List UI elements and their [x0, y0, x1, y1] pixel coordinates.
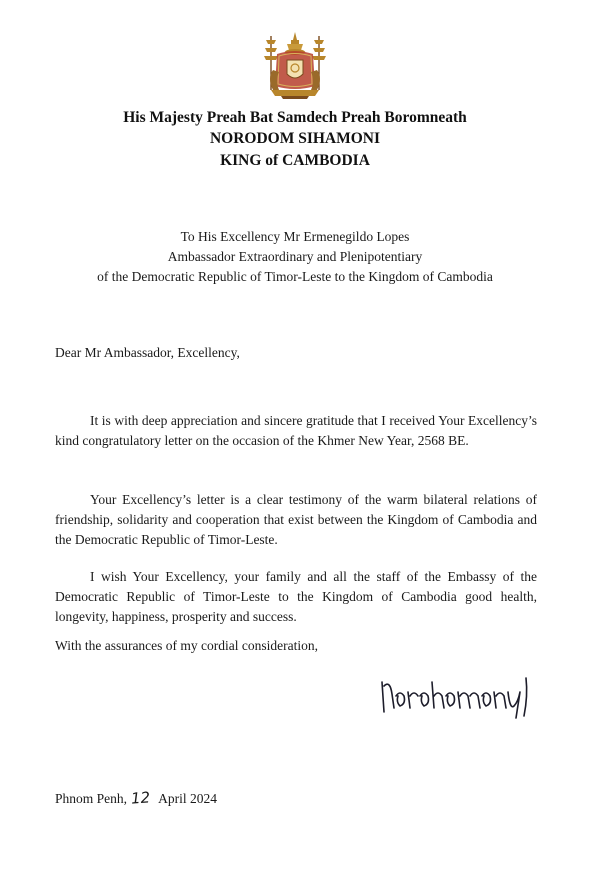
salutation: Dear Mr Ambassador, Excellency,	[55, 345, 240, 360]
month-year: April 2024	[158, 791, 217, 806]
body-paragraph-3: I wish Your Excellency, your family and all the staff of the Embassy of the Democratic Republic of Timor-Leste to the Kingdom of Cambodia good health, longevity, happiness, prosperity and success.	[55, 569, 537, 624]
addressee-line-3: of the Democratic Republic of Timor-Leste to the Kingdom of Cambodia	[97, 269, 493, 284]
letterhead-office: KING of CAMBODIA	[220, 152, 370, 169]
handwritten-day: 12	[130, 788, 151, 808]
letterhead-name: NORODOM SIHAMONI	[209, 130, 381, 147]
place-and-date	[55, 789, 217, 807]
place: Phnom Penh,	[55, 791, 128, 806]
body-paragraph-2: Your Excellency’s letter is a clear testimony of the warm bilateral relations of friendship, solidarity and cooperation that exist between the Kingdom of Cambodia and the Democratic Republic of Timor-Leste.	[55, 492, 537, 547]
handwritten-signature-icon	[376, 674, 532, 722]
body-paragraph-1: It is with deep appreciation and sincere gratitude that I received Your Excellency’s kind congratulatory letter on the occasion of the Khmer New Year, 2568 BE.	[55, 413, 537, 448]
closing-line: With the assurances of my cordial consideration,	[55, 638, 318, 653]
addressee-line-2: Ambassador Extraordinary and Plenipotentiary	[167, 249, 423, 264]
royal-coat-of-arms-icon	[257, 30, 333, 100]
addressee-line-1: To His Excellency Mr Ermenegildo Lopes	[180, 229, 410, 244]
letterhead-title: His Majesty Preah Bat Samdech Preah Boromneath	[123, 109, 467, 126]
